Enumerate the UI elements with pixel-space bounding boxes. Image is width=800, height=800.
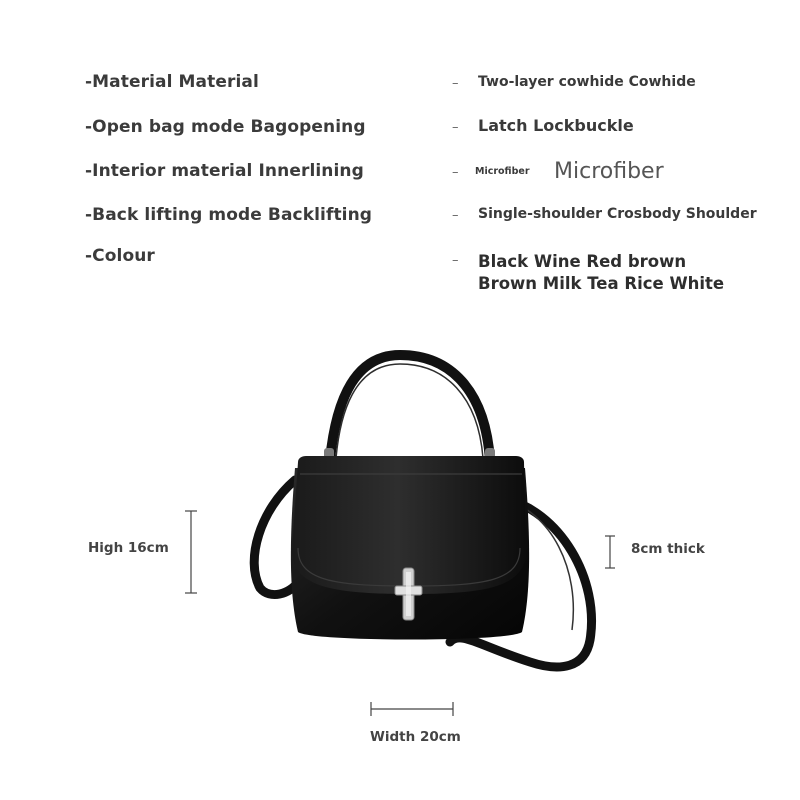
height-label: High 16cm (88, 540, 169, 556)
spec-dash: – (452, 253, 459, 268)
colour-line-1: Black Wine Red brown (478, 252, 687, 271)
spec-dash: – (452, 120, 459, 135)
spec-value-lining-small: Microfiber (475, 166, 530, 177)
handbag-image (240, 350, 600, 680)
spec-label-lining: -Interior material Innerlining (85, 161, 364, 181)
spec-label-opening: -Open bag mode Bagopening (85, 117, 366, 137)
spec-value-material: Two-layer cowhide Cowhide (478, 74, 696, 90)
spec-label-material: -Material Material (85, 72, 259, 92)
spec-label-backlifting: -Back lifting mode Backlifting (85, 205, 373, 225)
thickness-label: 8cm thick (631, 541, 705, 557)
width-dimension-marker (370, 700, 454, 718)
colour-line-2: Brown Milk Tea Rice White (478, 274, 725, 293)
spec-value-backlifting: Single-shoulder Crosbody Shoulder (478, 206, 757, 222)
top-handle (330, 355, 490, 460)
spec-dash: – (452, 76, 459, 91)
spec-value-colour (478, 251, 724, 295)
spec-value-opening: Latch Lockbuckle (478, 116, 634, 135)
spec-dash: – (452, 165, 459, 180)
height-dimension-marker (183, 510, 199, 594)
spec-dash: – (452, 208, 459, 223)
thickness-dimension-marker (603, 535, 617, 569)
width-label: Width 20cm (370, 729, 461, 745)
spec-value-lining-large: Microfiber (554, 159, 664, 184)
spec-label-colour: -Colour (85, 246, 155, 266)
